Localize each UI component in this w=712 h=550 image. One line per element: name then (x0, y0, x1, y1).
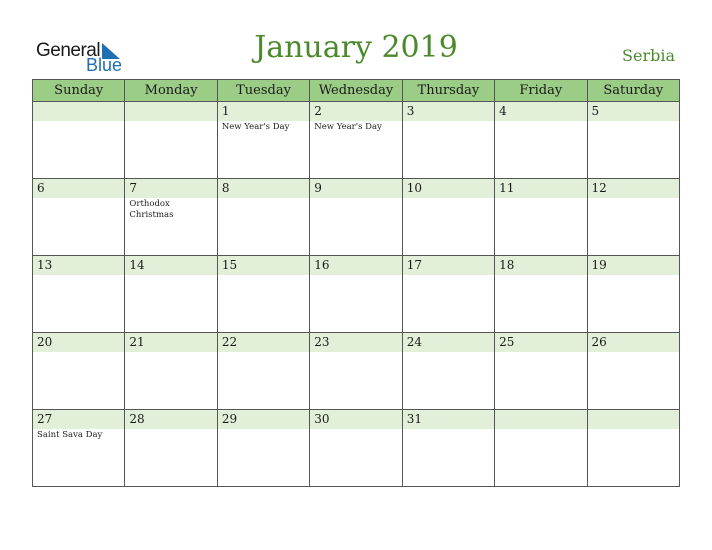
holiday-label (403, 352, 494, 353)
day-number: 12 (588, 179, 679, 198)
week-row (33, 333, 680, 410)
day-cell (125, 333, 217, 410)
day-cell (402, 333, 494, 410)
day-number: 27 (33, 410, 124, 429)
day-number: 6 (33, 179, 124, 198)
holiday-label (33, 352, 124, 353)
holiday-label (403, 198, 494, 199)
day-number: 25 (495, 333, 586, 352)
holiday-label (588, 275, 679, 276)
day-cell (402, 410, 494, 487)
weekday-header-row (33, 80, 680, 102)
day-cell (587, 179, 679, 256)
day-number: 26 (588, 333, 679, 352)
day-number (588, 410, 679, 429)
holiday-label (495, 198, 586, 199)
holiday-label: Saint Sava Day (37, 430, 103, 440)
day-cell (587, 256, 679, 333)
day-cell (217, 410, 309, 487)
day-number: 23 (310, 333, 401, 352)
day-cell (33, 333, 125, 410)
day-cell (125, 179, 217, 256)
day-cell (495, 333, 587, 410)
day-number: 16 (310, 256, 401, 275)
week-row (33, 102, 680, 179)
holiday-label (218, 352, 309, 353)
day-cell (310, 102, 402, 179)
holiday-label (495, 121, 586, 122)
day-number: 8 (218, 179, 309, 198)
holiday-label: Orthodox Christmas (129, 199, 174, 220)
day-cell (125, 102, 217, 179)
day-number: 21 (125, 333, 216, 352)
day-number: 4 (495, 102, 586, 121)
day-cell (495, 410, 587, 487)
day-number (495, 410, 586, 429)
day-number: 30 (310, 410, 401, 429)
weekday-header: Thursday (402, 80, 494, 102)
day-number: 10 (403, 179, 494, 198)
day-number: 13 (33, 256, 124, 275)
holiday-label (310, 198, 401, 199)
day-cell (125, 256, 217, 333)
day-cell (402, 102, 494, 179)
holiday-label (33, 275, 124, 276)
day-cell (587, 333, 679, 410)
day-cell (217, 333, 309, 410)
day-cell (495, 102, 587, 179)
holiday-label (218, 198, 309, 199)
holiday-label (588, 121, 679, 122)
day-number (33, 102, 124, 121)
day-number: 5 (588, 102, 679, 121)
week-row (33, 410, 680, 487)
day-number: 20 (33, 333, 124, 352)
day-number: 18 (495, 256, 586, 275)
day-cell (217, 179, 309, 256)
day-number: 29 (218, 410, 309, 429)
day-cell (217, 256, 309, 333)
day-number: 7 (125, 179, 216, 198)
day-cell (217, 102, 309, 179)
holiday-label (403, 429, 494, 430)
weekday-header: Saturday (587, 80, 679, 102)
holiday-label (495, 352, 586, 353)
holiday-label (310, 352, 401, 353)
day-cell (33, 256, 125, 333)
day-number: 19 (588, 256, 679, 275)
logo-text-blue: Blue (86, 55, 123, 75)
day-number: 31 (403, 410, 494, 429)
day-cell (402, 179, 494, 256)
day-cell (33, 179, 125, 256)
weekday-header: Monday (125, 80, 217, 102)
day-cell (125, 410, 217, 487)
day-cell (587, 410, 679, 487)
day-cell (310, 410, 402, 487)
holiday-label (125, 275, 216, 276)
day-number: 17 (403, 256, 494, 275)
weekday-header: Sunday (33, 80, 125, 102)
country-label: Serbia (622, 46, 675, 65)
day-cell (33, 410, 125, 487)
holiday-label (588, 198, 679, 199)
day-cell (402, 256, 494, 333)
holiday-label (125, 352, 216, 353)
logo-text-general: General (36, 40, 101, 61)
holiday-label (588, 352, 679, 353)
day-number: 22 (218, 333, 309, 352)
day-cell (33, 102, 125, 179)
holiday-label (218, 429, 309, 430)
holiday-label: New Year's Day (314, 122, 382, 132)
day-number (125, 102, 216, 121)
day-number: 28 (125, 410, 216, 429)
day-number: 2 (310, 102, 401, 121)
day-number: 11 (495, 179, 586, 198)
day-number: 14 (125, 256, 216, 275)
holiday-label (403, 275, 494, 276)
day-number: 9 (310, 179, 401, 198)
day-number: 3 (403, 102, 494, 121)
calendar-title: January 2019 (254, 30, 458, 65)
day-cell (495, 256, 587, 333)
weekday-header: Friday (495, 80, 587, 102)
day-cell (587, 102, 679, 179)
holiday-label (495, 275, 586, 276)
holiday-label (495, 429, 586, 430)
week-row (33, 256, 680, 333)
day-cell (310, 256, 402, 333)
holiday-label (403, 121, 494, 122)
day-cell (310, 333, 402, 410)
day-number: 1 (218, 102, 309, 121)
holiday-label (33, 198, 124, 199)
day-number: 24 (403, 333, 494, 352)
holiday-label (33, 121, 124, 122)
calendar-grid (32, 79, 680, 487)
holiday-label (125, 121, 216, 122)
day-cell (495, 179, 587, 256)
weekday-header: Tuesday (217, 80, 309, 102)
weekday-header: Wednesday (310, 80, 402, 102)
holiday-label (310, 429, 401, 430)
holiday-label (310, 275, 401, 276)
day-cell (310, 179, 402, 256)
holiday-label: New Year's Day (221, 122, 290, 132)
day-number: 15 (218, 256, 309, 275)
holiday-label (218, 275, 309, 276)
week-row (33, 179, 680, 256)
holiday-label (125, 429, 216, 430)
holiday-label (588, 429, 679, 430)
